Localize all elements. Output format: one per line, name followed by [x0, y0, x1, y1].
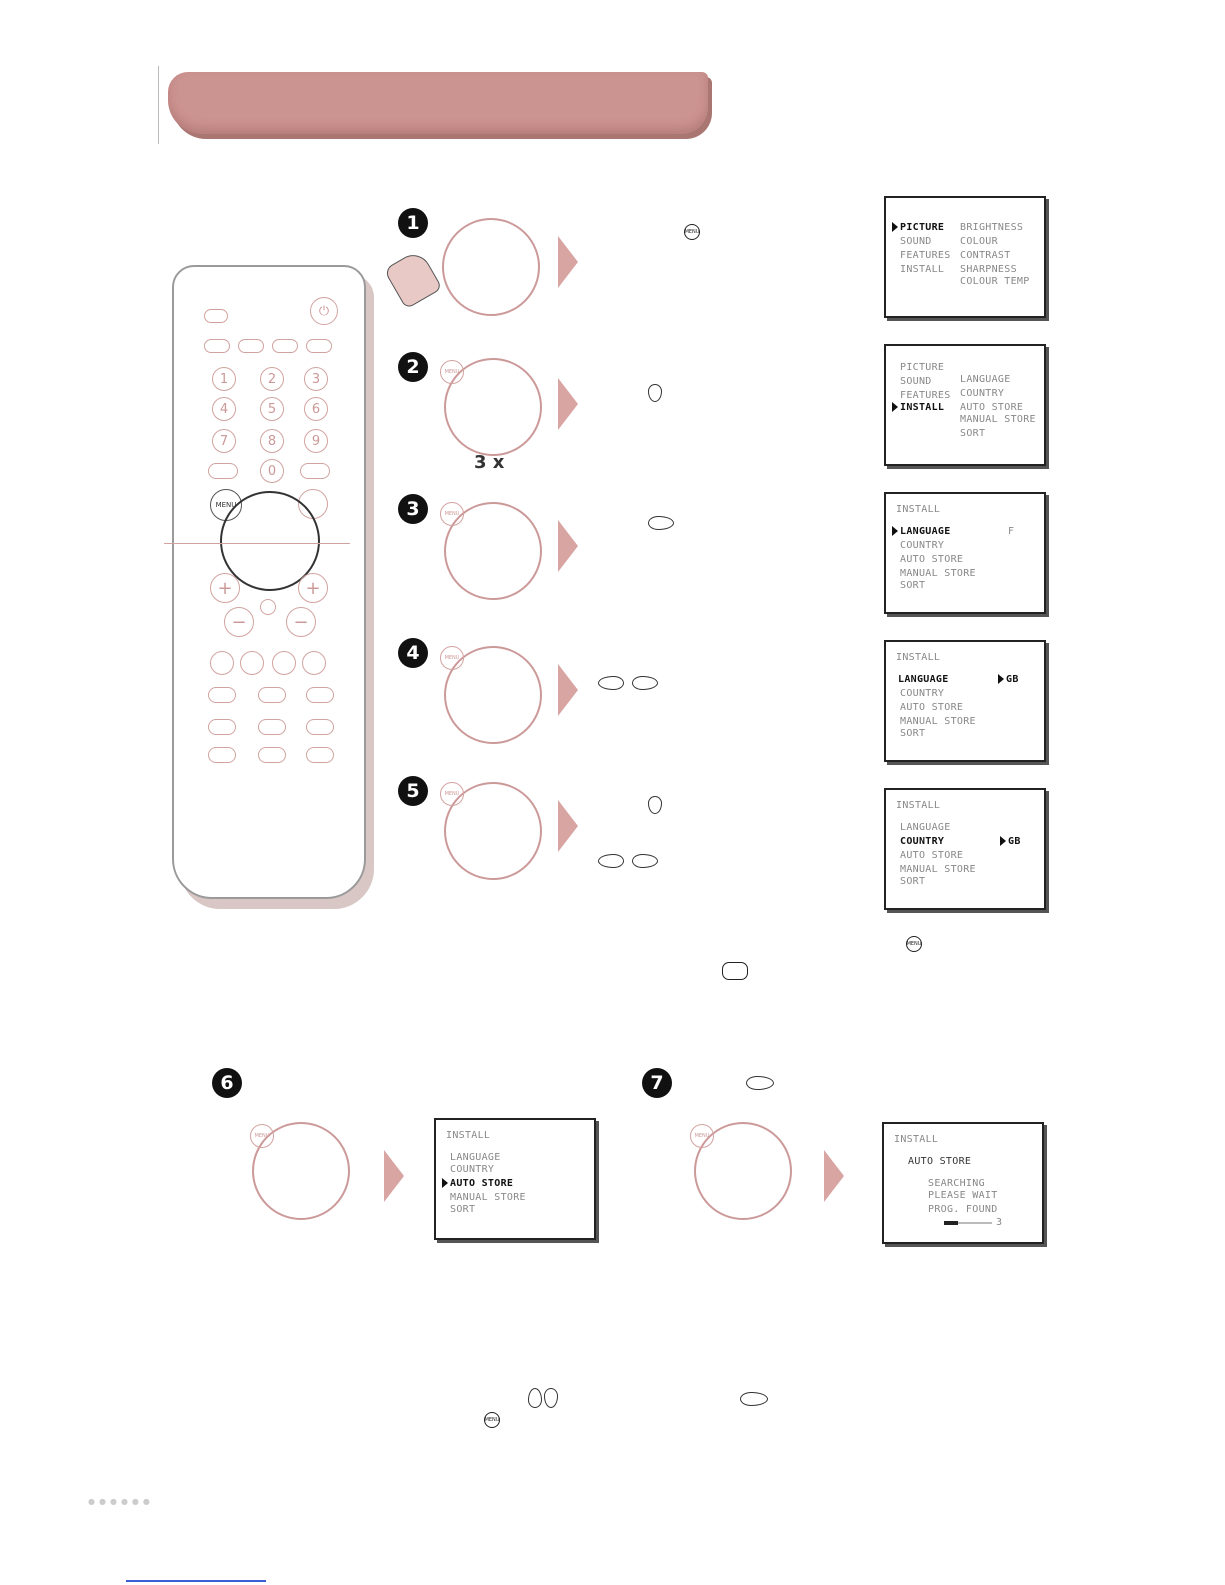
step-number: 1	[398, 208, 428, 238]
submenu-item: SHARPNESS	[960, 264, 1017, 275]
tv-screen-main-menu	[884, 196, 1046, 318]
menu-item: AUTO STORE	[900, 850, 964, 861]
hand-icon	[383, 249, 442, 310]
menu-button-icon: MENU	[906, 936, 922, 952]
cursor-right-icon	[746, 1076, 774, 1090]
arrow-right-icon	[558, 520, 578, 572]
digit-button[interactable]: 7	[212, 429, 236, 453]
remote-button[interactable]	[300, 463, 330, 479]
page-dots: ●●●●●●	[88, 1497, 154, 1506]
volume-down-button[interactable]: −	[224, 607, 254, 637]
menu-item: LANGUAGE	[450, 1152, 501, 1163]
tv-icon	[722, 962, 748, 980]
cursor-right-icon	[648, 516, 674, 530]
remote-divider-line	[164, 543, 350, 544]
screen-title: INSTALL	[896, 800, 941, 811]
step-number: 5	[398, 776, 428, 806]
menu-item: MANUAL STORE	[900, 716, 976, 727]
cursor-right-icon	[632, 676, 658, 690]
remote-control	[172, 265, 366, 899]
volume-up-button[interactable]: +	[210, 573, 240, 603]
digit-button[interactable]: 3	[304, 367, 328, 391]
menu-button-icon: MENU	[440, 782, 464, 806]
step-number: 3	[398, 494, 428, 524]
setting-value: GB	[1006, 674, 1019, 685]
remote-button[interactable]	[306, 687, 334, 703]
menu-item: COUNTRY	[900, 688, 945, 699]
menu-item: COUNTRY	[450, 1164, 495, 1175]
menu-item: AUTO STORE	[900, 702, 964, 713]
remote-button[interactable]	[306, 719, 334, 735]
arrow-right-icon	[558, 800, 578, 852]
submenu-item: LANGUAGE	[960, 374, 1011, 385]
submenu-item: SORT	[960, 428, 986, 439]
setting-value: F	[1008, 526, 1015, 537]
screen-title: INSTALL	[894, 1134, 939, 1145]
remote-button[interactable]	[258, 687, 286, 703]
remote-button[interactable]	[258, 719, 286, 735]
screen-title: INSTALL	[446, 1130, 491, 1141]
submenu-item: COLOUR	[960, 236, 998, 247]
submenu-item: COLOUR TEMP	[960, 276, 1030, 287]
submenu-item: BRIGHTNESS	[960, 222, 1024, 233]
cursor-down-icon	[648, 796, 662, 814]
digit-button[interactable]: 6	[304, 397, 328, 421]
menu-button-icon: MENU	[440, 360, 464, 384]
menu-item: INSTALL	[900, 264, 945, 275]
menu-item: AUTO STORE	[450, 1178, 514, 1189]
menu-item: SOUND	[900, 236, 932, 247]
menu-item: COUNTRY	[900, 540, 945, 551]
menu-item: FEATURES	[900, 390, 951, 401]
menu-item: LANGUAGE	[900, 526, 951, 537]
setting-value: GB	[1008, 836, 1021, 847]
screen-heading: AUTO STORE	[908, 1156, 972, 1167]
menu-item: SORT	[900, 580, 926, 591]
remote-button[interactable]	[208, 463, 238, 479]
remote-button[interactable]	[210, 651, 234, 675]
remote-button[interactable]	[238, 339, 264, 353]
search-progress-fill	[944, 1221, 958, 1225]
arrow-right-icon	[558, 378, 578, 430]
screen-title: INSTALL	[896, 652, 941, 663]
digit-button[interactable]: 0	[260, 459, 284, 483]
digit-button[interactable]: 1	[212, 367, 236, 391]
cursor-left-icon	[598, 854, 624, 868]
menu-button-icon: MENU	[690, 1124, 714, 1148]
menu-item: FEATURES	[900, 250, 951, 261]
menu-item: SORT	[900, 728, 926, 739]
press-count-label: 3 x	[474, 452, 505, 473]
step-number: 6	[212, 1068, 242, 1098]
menu-item: SOUND	[900, 376, 932, 387]
remote-button[interactable]	[302, 651, 326, 675]
cursor-down-icon	[648, 384, 662, 402]
menu-button-icon: MENU	[484, 1412, 500, 1428]
digit-button[interactable]: 8	[260, 429, 284, 453]
tv-screen-install-language	[884, 492, 1046, 614]
menu-item: MANUAL STORE	[450, 1192, 526, 1203]
submenu-item: MANUAL STORE	[960, 414, 1036, 425]
remote-button[interactable]	[306, 339, 332, 353]
cursor-right-icon	[740, 1392, 768, 1406]
menu-item: AUTO STORE	[900, 554, 964, 565]
menu-item: SORT	[900, 876, 926, 887]
remote-button[interactable]	[306, 747, 334, 763]
remote-button[interactable]	[272, 339, 298, 353]
step-number: 4	[398, 638, 428, 668]
remote-button[interactable]	[240, 651, 264, 675]
menu-item: MANUAL STORE	[900, 568, 976, 579]
remote-button[interactable]	[258, 747, 286, 763]
step-number: 2	[398, 352, 428, 382]
tv-screen-install-select	[884, 344, 1046, 466]
status-line: PLEASE WAIT	[928, 1190, 998, 1201]
cursor-left-icon	[598, 676, 624, 690]
remote-button[interactable]	[208, 719, 236, 735]
remote-menu-button[interactable]: MENU	[210, 489, 242, 521]
footer-link-rule	[126, 1580, 266, 1582]
digit-button[interactable]: 9	[304, 429, 328, 453]
menu-item: MANUAL STORE	[900, 864, 976, 875]
step-number: 7	[642, 1068, 672, 1098]
header-rule	[158, 66, 159, 144]
remote-button[interactable]	[272, 651, 296, 675]
cursor-up-icon	[528, 1388, 542, 1408]
digit-button[interactable]: 5	[260, 397, 284, 421]
screen-title: INSTALL	[896, 504, 941, 515]
digit-button[interactable]: 2	[260, 367, 284, 391]
menu-item: LANGUAGE	[900, 822, 951, 833]
arrow-right-icon	[558, 664, 578, 716]
remote-button[interactable]	[260, 599, 276, 615]
status-line: SEARCHING	[928, 1178, 985, 1189]
section-header-band	[168, 72, 708, 134]
status-line: PROG. FOUND	[928, 1204, 998, 1215]
remote-button[interactable]	[208, 747, 236, 763]
menu-button-icon: MENU	[684, 224, 700, 240]
menu-item: INSTALL	[900, 402, 945, 413]
search-progress-track	[944, 1222, 992, 1224]
cursor-down-icon	[544, 1388, 558, 1408]
tv-screen-auto-store	[434, 1118, 596, 1240]
standby-small-button[interactable]	[204, 309, 228, 323]
menu-button-icon: MENU	[440, 502, 464, 526]
tv-screen-country-gb	[884, 788, 1046, 910]
power-button[interactable]: ⏻	[310, 297, 338, 325]
remote-button[interactable]	[208, 687, 236, 703]
channel-down-button[interactable]: −	[286, 607, 316, 637]
menu-item: LANGUAGE	[898, 674, 949, 685]
arrow-right-icon	[384, 1150, 404, 1202]
submenu-item: AUTO STORE	[960, 402, 1024, 413]
arrow-right-icon	[558, 236, 578, 288]
tv-screen-language-gb	[884, 640, 1046, 762]
menu-button-icon: MENU	[440, 646, 464, 670]
submenu-item: CONTRAST	[960, 250, 1011, 261]
cursor-right-icon	[632, 854, 658, 868]
menu-item: COUNTRY	[900, 836, 945, 847]
submenu-item: COUNTRY	[960, 388, 1005, 399]
digit-button[interactable]: 4	[212, 397, 236, 421]
cursor-pad-diagram	[442, 218, 540, 316]
menu-item: PICTURE	[900, 362, 945, 373]
menu-button-icon: MENU	[250, 1124, 274, 1148]
remote-button[interactable]	[204, 339, 230, 353]
channel-up-button[interactable]: +	[298, 573, 328, 603]
programs-found-count: 3	[996, 1217, 1003, 1228]
menu-item: PICTURE	[900, 222, 945, 233]
arrow-right-icon	[824, 1150, 844, 1202]
tv-screen-searching	[882, 1122, 1044, 1244]
menu-item: SORT	[450, 1204, 476, 1215]
